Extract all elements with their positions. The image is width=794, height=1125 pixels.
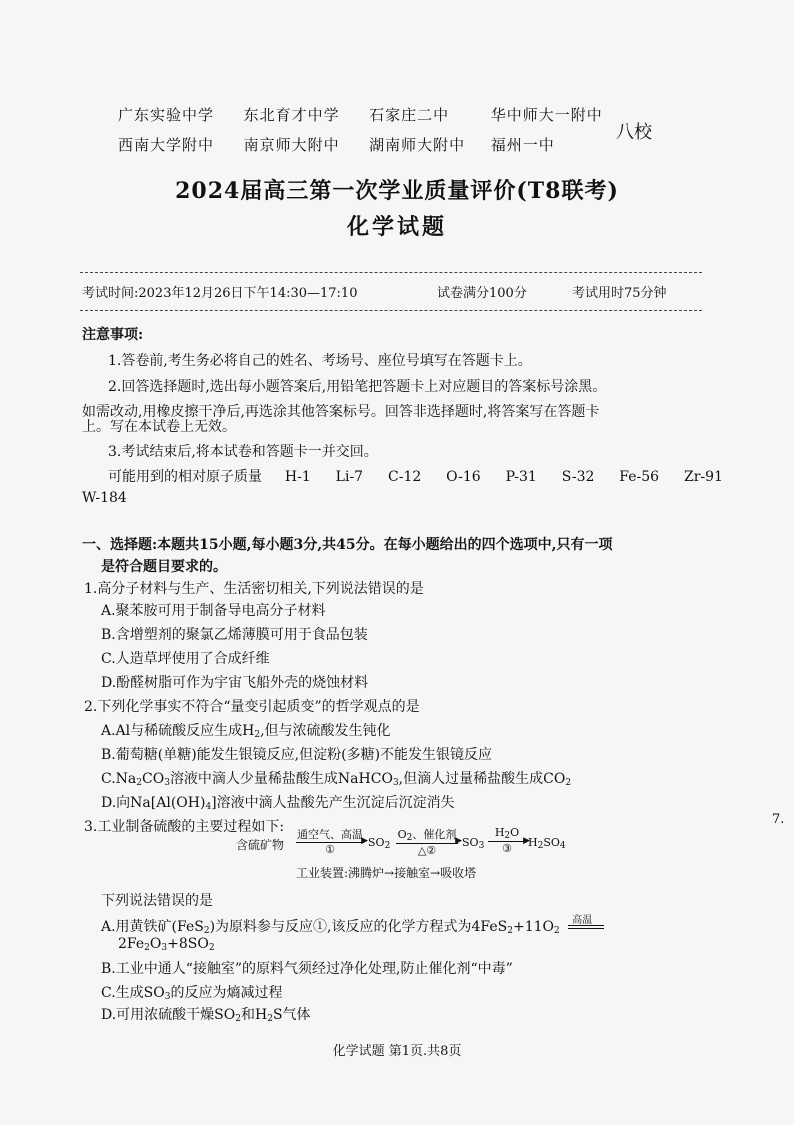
atomic-mass: Zr-91 [683,469,723,485]
divider-top [80,272,702,273]
school-list-row-2 [118,134,555,155]
question-1-option-b: B.含增塑剂的聚氯乙烯薄膜可用于食品包装 [101,627,368,643]
atomic-mass: H-1 [284,469,311,485]
question-3-stem: 3.工业制备硫酸的主要过程如下: [84,819,285,835]
exam-title: 2024届高三第一次学业质量评价(T8联考) [175,178,619,204]
notice-item-3: 3.考试结束后,将本试卷和答题卡一并交回。 [108,444,378,460]
question-3-option-a: A.用黄铁矿(FeS$_2$)为原料参与反应①,该反应的化学方程式为$4FeS_2+11O_2$ 高温 [101,916,604,936]
atomic-mass-line [108,466,723,486]
flow-so3: $SO_3$ [462,836,485,851]
flow-arrow-2: $O_2$、催化剂 ▶ △② [397,828,462,857]
question-2-option-c: $C.Na_2CO_3$溶液中滴人少量稀盐酸生成NaHCO$_3$,但滴人过量稀盐酸生成$CO_2$ [101,771,572,788]
question-2-option-a: A.Al与稀硫酸反应生成$H_2$,但与浓硫酸发生钝化 [101,723,391,740]
flow-arrow-1: 通空气、高温 ▶ ① [297,828,368,856]
question-3-option-d: D.可用浓硫酸干燥$SO_2$和$H_2S$气体 [101,1007,311,1024]
school-name: 湖南师大附中 [369,136,466,154]
question-2-stem: 2.下列化学事实不符合“量变引起质变”的哲学观点的是 [84,699,420,715]
notice-heading: 注意事项: [82,327,144,343]
atomic-mass-wrap: W-184 [82,490,127,506]
question-1-option-c: C.人造草坪使用了合成纤维 [101,651,270,667]
notice-item-1: 1.答卷前,考生务必将自己的姓名、考场号、座位号填写在答题卡上。 [108,353,532,369]
question-3-option-c: C.生成$SO_3$的反应为熵减过程 [101,985,283,1002]
flow-arrow-3: $H_2O$ ▶ ③ [488,826,526,855]
school-name: 华中师大一附中 [490,106,603,124]
question-2-option-d: D.向$Na[Al(OH)_4]$溶液中滴人盐酸先产生沉淀后沉淀消失 [101,795,455,812]
flow-so2: $SO_2$ [368,836,391,851]
question-1-stem: 1.高分子材料与生产、生活密切相关,下列说法错误的是 [84,581,424,597]
flow-h2so4: $H_2SO_4$ [528,836,566,851]
question-1-option-d: D.酚醛树脂可作为宇宙飞船外壳的烧蚀材料 [101,675,369,691]
full-score: 试卷满分100分 [437,286,527,301]
flow-start: 含硫矿物 [236,838,285,852]
section-heading-cont: 是符合题目要求的。 [101,559,227,575]
question-3-prompt: 下列说法错误的是 [101,893,213,909]
school-name: 石家庄二中 [369,106,450,124]
exam-duration: 考试用时75分钟 [572,286,667,301]
school-name: 福州一中 [490,136,555,154]
question-3-option-b: B.工业中通人“接触室”的原料气须经过净化处理,防止催化剂“中毒” [101,961,513,977]
page-footer: 化学试题 第1页.共8页 [332,1044,462,1059]
atomic-mass: S-32 [561,469,595,485]
question-2-option-b: B.葡萄糖(单糖)能发生银镜反应,但淀粉(多糖)不能发生银镜反应 [101,747,493,763]
exam-time: 考试时间:2023年12月26日下午14:30—17:10 [82,286,358,301]
school-list-row-1 [118,104,603,125]
school-name: 广东实验中学 [118,106,215,124]
atomic-mass: C-12 [388,469,422,485]
atomic-mass: O-16 [446,469,481,485]
atomic-mass-label: 可能用到的相对原子质量 [108,469,262,485]
group-label: 八校 [616,122,652,143]
industrial-device: 工业装置:沸腾炉→接触室→吸收塔 [296,866,477,880]
atomic-mass: Fe-56 [619,469,660,485]
question-1-option-a: A.聚苯胺可用于制备导电高分子材料 [101,603,326,619]
notice-item-2-cont2: 上。写在本试卷上无效。 [82,419,236,435]
section-heading: 一、选择题:本题共15小题,每小题3分,共45分。在每小题给出的四个选项中,只有一项 [82,537,613,553]
school-name: 西南大学附中 [118,136,215,154]
margin-number: 7. [772,812,785,827]
question-3-option-a-cont: $2Fe_2O_3+8SO_2$ [118,936,215,953]
notice-item-2-cont: 如需改动,用橡皮擦干净后,再选涂其他答案标号。回答非选择题时,将答案写在答题卡 [82,404,600,420]
atomic-mass: P-31 [505,469,537,485]
school-name: 南京师大附中 [243,136,340,154]
subject-title: 化学试题 [346,214,447,240]
notice-item-2: 2.回答选择题时,选出每小题答案后,用铅笔把答题卡上对应题目的答案标号涂黑。 [108,379,607,395]
reaction-condition: 高温 [568,925,604,929]
divider-bottom [80,310,702,311]
atomic-mass: Li-7 [335,469,364,485]
school-name: 东北育才中学 [243,106,340,124]
